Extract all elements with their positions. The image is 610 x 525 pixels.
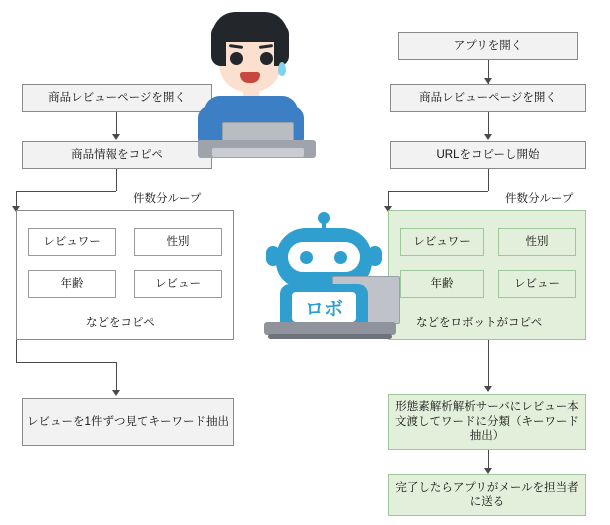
robot-eye-right <box>334 251 347 264</box>
left-loop-footer: などをコピペ <box>86 317 155 329</box>
right-loop-label: 件数分ループ <box>505 193 574 205</box>
right-loop-footer: などをロボットがコピペ <box>416 317 543 329</box>
right-loop-item-age: 年齢 <box>400 270 484 298</box>
robot-visor <box>288 242 360 272</box>
left-loop-label: 件数分ループ <box>133 193 202 205</box>
right-step-1: アプリを開く <box>398 32 578 60</box>
person-eye-right <box>260 52 273 65</box>
robot-with-laptop-illustration <box>258 218 393 348</box>
right-loop-item-reviewer: レビュワー <box>400 228 484 256</box>
left-step-1: 商品レビューページを開く <box>22 84 212 112</box>
tired-person-with-laptop-illustration <box>198 10 316 180</box>
connector-loop-out-h <box>16 362 116 363</box>
left-step-3: レビューを1件ずつ見てキーワード抽出 <box>22 398 234 446</box>
left-loop-item-review: レビュー <box>134 270 222 298</box>
arrow-l1-l2 <box>112 134 120 140</box>
person-eye-left <box>230 52 243 65</box>
arrow-r2-r3 <box>484 134 492 140</box>
right-step-5: 完了したらアプリがメールを担当者に送る <box>388 474 586 516</box>
person-hair-left <box>211 24 226 66</box>
person-laptop-base <box>212 148 304 157</box>
person-tear-drop <box>278 62 286 76</box>
right-step-3: URLをコピーし開始 <box>390 141 586 169</box>
right-loop-item-gender: 性別 <box>498 228 576 256</box>
robot-eye-left <box>300 251 313 264</box>
robot-chest-badge: ロボ <box>292 292 356 322</box>
left-loop-item-age: 年齢 <box>28 270 116 298</box>
connector-l2-loop-h <box>16 191 116 192</box>
arrow-to-l3 <box>112 390 120 396</box>
left-loop-item-gender: 性別 <box>134 228 222 256</box>
left-loop-item-reviewer: レビュワー <box>28 228 116 256</box>
person-hair-right <box>274 24 289 66</box>
left-step-2: 商品情報をコピペ <box>22 141 212 169</box>
connector-r3-loop-v <box>488 169 489 191</box>
connector-right-loop-out <box>488 340 489 390</box>
connector-r3-loop-h <box>388 191 488 192</box>
connector-l2-loop-v <box>116 169 117 191</box>
connector-loop-out-v <box>16 340 17 362</box>
right-step-2: 商品レビューページを開く <box>390 84 586 112</box>
right-step-4: 形態素解析解析サーバにレビュー本文渡してワードに分類（キーワード抽出） <box>388 394 586 450</box>
right-loop-item-review: レビュー <box>498 270 576 298</box>
arrow-to-r4 <box>484 386 492 392</box>
robot-laptop-shadow <box>268 334 392 339</box>
